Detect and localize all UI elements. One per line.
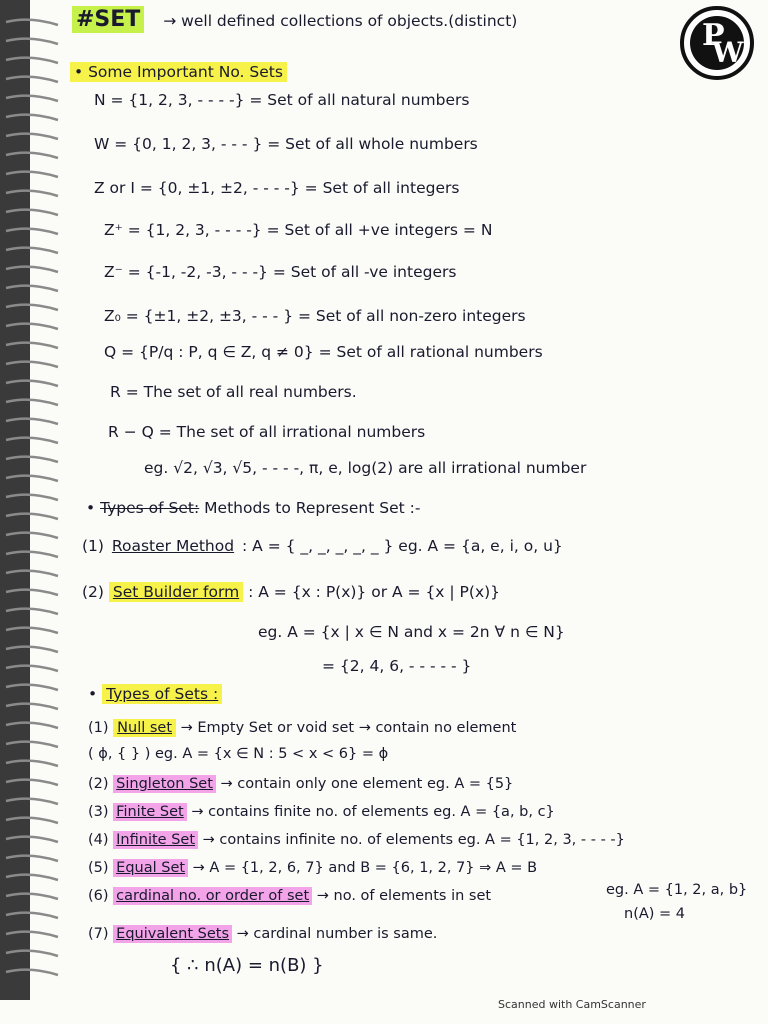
set-integers: Z or I = {0, ±1, ±2, - - - -} = Set of all integers [94,179,460,197]
set-definition: → well defined collections of objects.(distinct) [163,12,518,30]
type-finite: (3) Finite Set → contains finite no. of elements eg. A = {a, b, c} [88,804,555,820]
set-positive-integers: Z⁺ = {1, 2, 3, - - - -} = Set of all +ve integers = N [104,221,493,239]
section-types: • Types of Sets : [88,684,222,704]
section-methods: • Types of Set: Methods to Represent Set :- [86,499,421,517]
set-whole: W = {0, 1, 2, 3, - - - } = Set of all whole numbers [94,135,478,153]
scanner-watermark: Scanned with CamScanner [498,998,646,1011]
set-rationals: Q = {P/q : P, q ∈ Z, q ≠ 0} = Set of all rational numbers [104,343,543,361]
types-heading: Types of Sets : [102,684,222,704]
builder-example-result: = {2, 4, 6, - - - - - } [322,657,472,675]
types-struck: Types of Set: [100,499,200,517]
methods-heading: Methods to Represent Set :- [204,499,421,517]
infinite-label: Infinite Set [113,831,198,849]
section-important [70,62,287,82]
finite-label: Finite Set [113,803,187,821]
set-reals: R = The set of all real numbers. [110,383,357,401]
heading-row [72,7,518,32]
logo-letter-p: P [702,18,725,53]
cardinal-label: cardinal no. or order of set [113,887,312,905]
type-infinite: (4) Infinite Set → contains infinite no. of elements eg. A = {1, 2, 3, - - - -} [88,832,625,848]
logo-letter-w: W [712,36,744,69]
pw-logo-mark [690,16,744,70]
builder-definition: : A = {x : P(x)} or A = {x | P(x)} [248,583,501,601]
pw-logo [680,6,754,80]
type-equivalent: (7) Equivalent Sets → cardinal number is same. [88,926,438,942]
type-equal: (5) Equal Set → A = {1, 2, 6, 7} and B = {6, 1, 2, 7} ⇒ A = B [88,860,538,876]
method-builder: (2) Set Builder form : A = {x : P(x)} or A = {x | P(x)} [82,583,501,601]
roster-definition: : A = { _, _, _, _, _ } eg. A = {a, e, i, o, u} [242,537,563,555]
equal-label: Equal Set [113,859,188,877]
set-irrationals: R − Q = The set of all irrational numbers [108,423,426,441]
equivalent-note: { ∴ n(A) = n(B) } [170,955,324,976]
irrational-example: eg. √2, √3, √5, - - - -, π, e, log(2) are all irrational number [144,459,587,477]
equivalent-label: Equivalent Sets [113,925,232,943]
cardinal-example: eg. A = {1, 2, a, b} [606,882,748,898]
type-singleton: (2) Singleton Set → contain only one element eg. A = {5} [88,776,514,792]
cardinal-example-result: n(A) = 4 [624,906,686,922]
spiral-binding [0,0,62,1000]
roster-label: Roaster Method [111,537,235,555]
method-roster: (1) Roaster Method : A = { _, _, _, _, _ } eg. A = {a, e, i, o, u} [82,537,563,555]
type-null: (1) Null set → Empty Set or void set → contain no element [88,720,517,736]
singleton-label: Singleton Set [113,775,216,793]
set-title: #SET [72,6,144,33]
set-nonzero-integers: Z₀ = {±1, ±2, ±3, - - - } = Set of all non-zero integers [104,307,526,325]
type-cardinal: (6) cardinal no. or order of set → no. of elements in set [88,888,492,904]
builder-example: eg. A = {x | x ∈ N and x = 2n ∀ n ∈ N} [258,623,565,641]
type-null-example: ( ϕ, { } ) eg. A = {x ∈ N : 5 < x < 6} = ϕ [88,746,389,762]
null-set-label: Null set [113,719,176,737]
set-negative-integers: Z⁻ = {-1, -2, -3, - - -} = Set of all -ve integers [104,263,457,281]
section-important-label: • Some Important No. Sets [70,62,287,82]
builder-label: Set Builder form [109,582,243,602]
set-natural: N = {1, 2, 3, - - - -} = Set of all natural numbers [94,91,470,109]
